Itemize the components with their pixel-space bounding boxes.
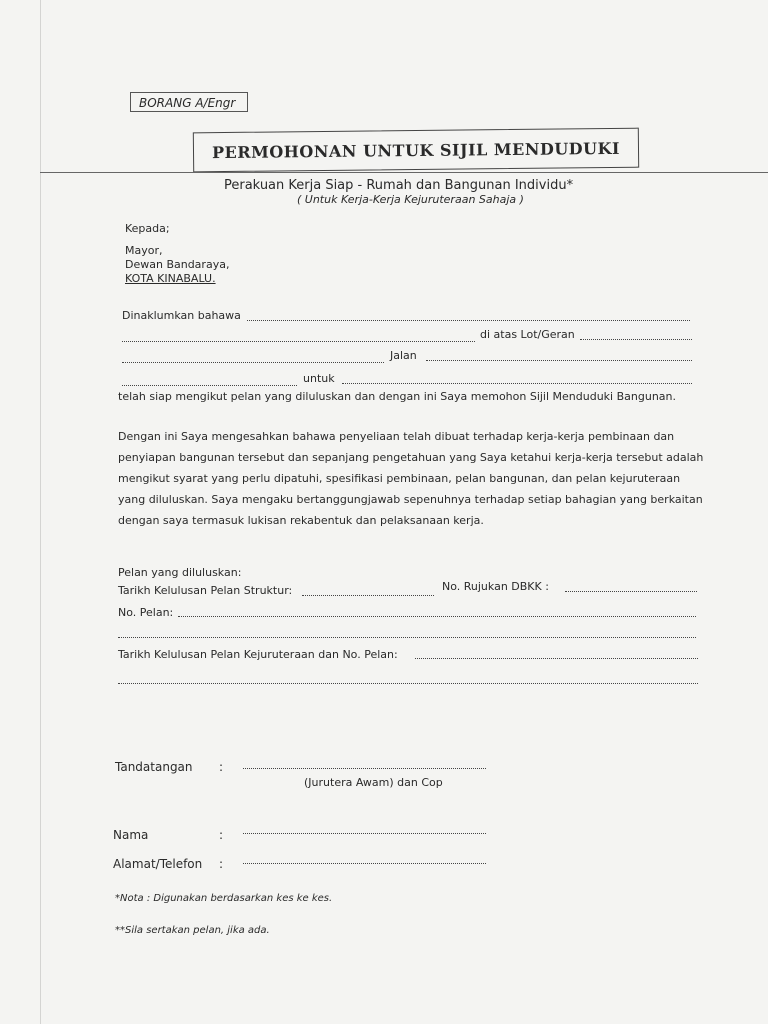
jalan-label: Jalan — [390, 349, 417, 362]
untuk-field[interactable] — [342, 382, 692, 384]
no-pelan-field-2[interactable] — [118, 636, 696, 638]
rujukan-field[interactable] — [565, 590, 697, 592]
nama-colon: : — [219, 828, 224, 842]
salutation: Kepada; — [125, 222, 170, 235]
jalan-field[interactable] — [426, 359, 692, 361]
statement-paragraph-2: Dengan ini Saya mengesahkan bahawa penyeliaan telah dibuat terhadap kerja-kerja pembinaan dan penyiapan bangunan tersebut dan sepanjang pengetahuan yang Saya ketahui kerja-kerja tersebut adalah mengikut syarat yang perlu dipatuhi, spesifikasi pembinaan, pelan bangunan, dan pelan kejuruteraan yang diluluskan. Saya mengaku bertanggungjawab sepenuhnya terhadap setiap bahagian yang berkaitan dengan saya termasuk lukisan rekabentuk dan pelaksanaan kerja. — [118, 430, 704, 527]
no-pelan-label: No. Pelan: — [118, 606, 174, 619]
addressee-line-2: Dewan Bandaraya, — [125, 258, 230, 271]
struktur-label: Tarikh Kelulusan Pelan Struktur: — [118, 584, 293, 597]
form-subtitle: Perakuan Kerja Siap - Rumah dan Bangunan Individu* — [224, 178, 574, 193]
statement-paragraph-1: telah siap mengikut pelan yang diluluskan dan dengan ini Saya memohon Sijil Menduduki Bangunan. — [118, 390, 676, 403]
tandatangan-colon: : — [219, 760, 224, 774]
addressee-line-3: KOTA KINABALU. — [125, 272, 216, 285]
nota-footnote: *Nota : Digunakan berdasarkan kes ke kes. — [115, 893, 333, 904]
tandatangan-field[interactable] — [243, 767, 486, 769]
alamat-field[interactable] — [243, 862, 486, 864]
no-pelan-field[interactable] — [178, 615, 696, 617]
nama-label: Nama — [113, 828, 149, 842]
nama-field[interactable] — [243, 832, 486, 834]
lot-geran-label: di atas Lot/Geran — [480, 328, 575, 341]
signature-role: (Jurutera Awam) dan Cop — [304, 776, 443, 789]
alamat-colon: : — [219, 857, 224, 871]
lot-geran-field[interactable] — [580, 338, 692, 340]
kejuruteraan-label: Tarikh Kelulusan Pelan Kejuruteraan dan No. Pelan: — [118, 648, 398, 661]
plans-heading: Pelan yang diluluskan: — [118, 566, 242, 579]
dinaklumkan-label: Dinaklumkan bahawa — [122, 309, 241, 322]
address-line-field[interactable] — [122, 340, 475, 342]
form-title: PERMOHONAN UNTUK SIJIL MENDUDUKI — [193, 128, 639, 173]
sila-footnote: **Sila sertakan pelan, jika ada. — [115, 925, 270, 936]
kejuruteraan-field-2[interactable] — [118, 682, 698, 684]
kejuruteraan-field[interactable] — [415, 657, 698, 659]
struktur-date-field[interactable] — [302, 594, 434, 596]
addressee-line-1: Mayor, — [125, 244, 163, 257]
form-subtitle-note: ( Untuk Kerja-Kerja Kejuruteraan Sahaja ) — [297, 193, 524, 206]
tandatangan-label: Tandatangan — [115, 760, 193, 774]
alamat-label: Alamat/Telefon — [113, 857, 203, 871]
rujukan-label: No. Rujukan DBKK : — [442, 580, 549, 593]
form-code-box: BORANG A/Engr — [130, 92, 248, 112]
untuk-label: untuk — [303, 372, 335, 385]
title-rule — [40, 172, 768, 173]
binder-line — [40, 0, 41, 1024]
jalan-prefix-field[interactable] — [122, 361, 384, 363]
dinaklumkan-field[interactable] — [247, 319, 690, 321]
